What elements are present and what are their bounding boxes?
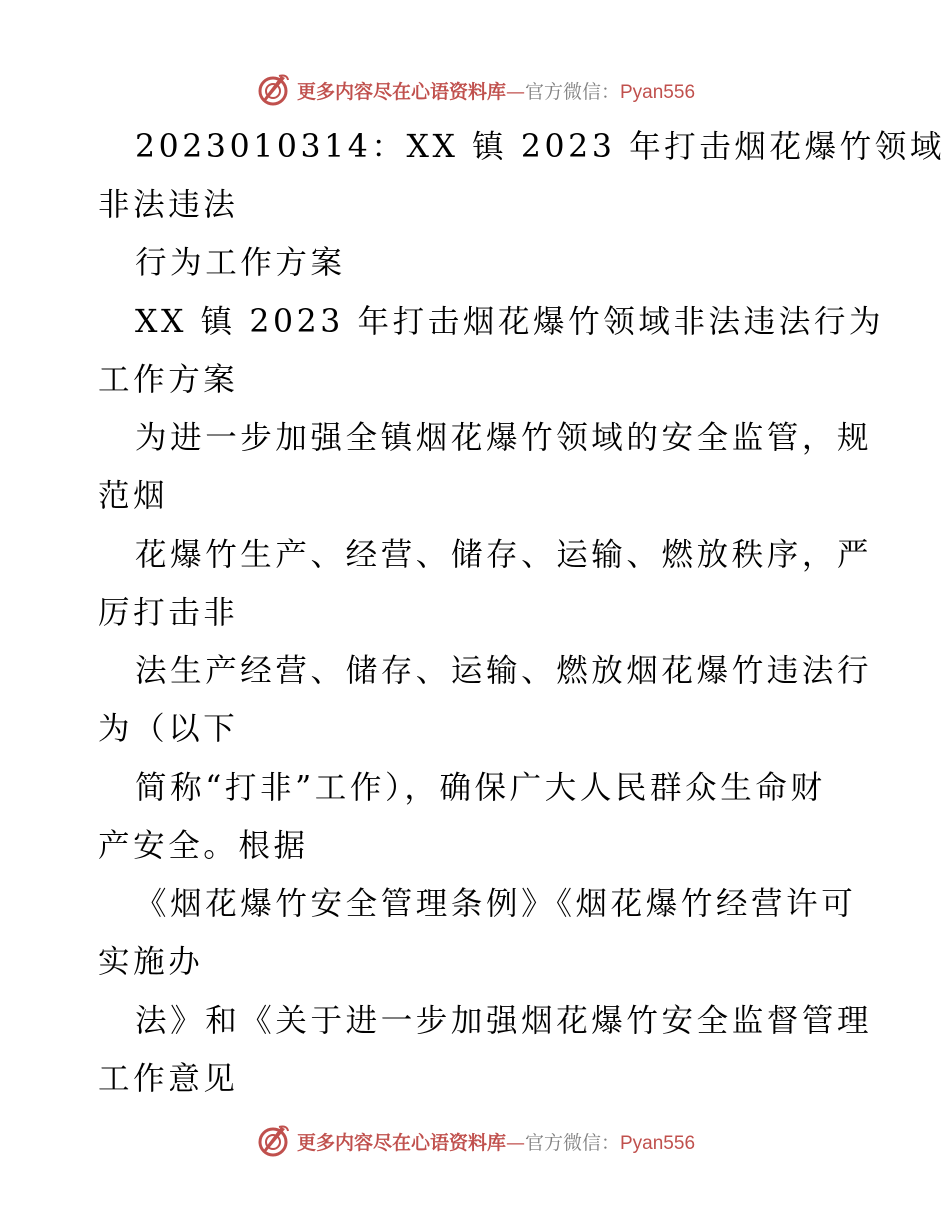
doc-line: 花爆竹生产、经营、储存、运输、燃放秩序，严	[135, 537, 873, 573]
watermark-dash: —	[505, 1131, 525, 1154]
doc-line: 《烟花爆竹安全管理条例》《烟花爆竹经营许可	[135, 886, 857, 922]
quill-seal-icon	[255, 72, 291, 108]
doc-line: 法》和《关于进一步加强烟花爆竹安全监督管理	[135, 1003, 873, 1039]
doc-line: 2023010314：XX 镇 2023 年打击烟花爆竹领域	[135, 129, 945, 165]
watermark-text	[297, 1128, 695, 1155]
watermark-brand: 更多内容尽在心语资料库	[296, 1131, 506, 1154]
watermark-text	[297, 77, 695, 104]
header-watermark	[0, 70, 950, 110]
doc-line: 范烟	[98, 478, 169, 514]
footer-watermark	[0, 1121, 950, 1161]
doc-line: XX 镇 2023 年打击烟花爆竹领域非法违法行为	[135, 304, 885, 340]
doc-line: 产安全。根据	[98, 828, 309, 864]
doc-line: 简称“打非”工作），确保广大人民群众生命财	[135, 770, 826, 806]
quill-seal-icon	[255, 1123, 291, 1159]
watermark-dash: —	[505, 80, 525, 103]
watermark-brand: 更多内容尽在心语资料库	[296, 80, 506, 103]
doc-line: 厉打击非	[98, 595, 239, 631]
doc-line: 工作方案	[98, 362, 239, 398]
watermark-account: Pyan556	[620, 1132, 696, 1154]
doc-line: 非法违法	[98, 187, 239, 223]
doc-line: 行为工作方案	[135, 245, 346, 281]
watermark-wechat-label: 官方微信：	[524, 1131, 620, 1154]
doc-line: 实施办	[98, 944, 204, 980]
doc-line: 为（以下	[98, 711, 239, 747]
watermark-wechat-label: 官方微信：	[524, 80, 620, 103]
doc-line: 工作意见	[98, 1061, 239, 1097]
doc-line: 为进一步加强全镇烟花爆竹领域的安全监管，规	[135, 420, 873, 456]
doc-line: 法生产经营、储存、运输、燃放烟花爆竹违法行	[135, 653, 873, 689]
watermark-account: Pyan556	[620, 81, 696, 103]
